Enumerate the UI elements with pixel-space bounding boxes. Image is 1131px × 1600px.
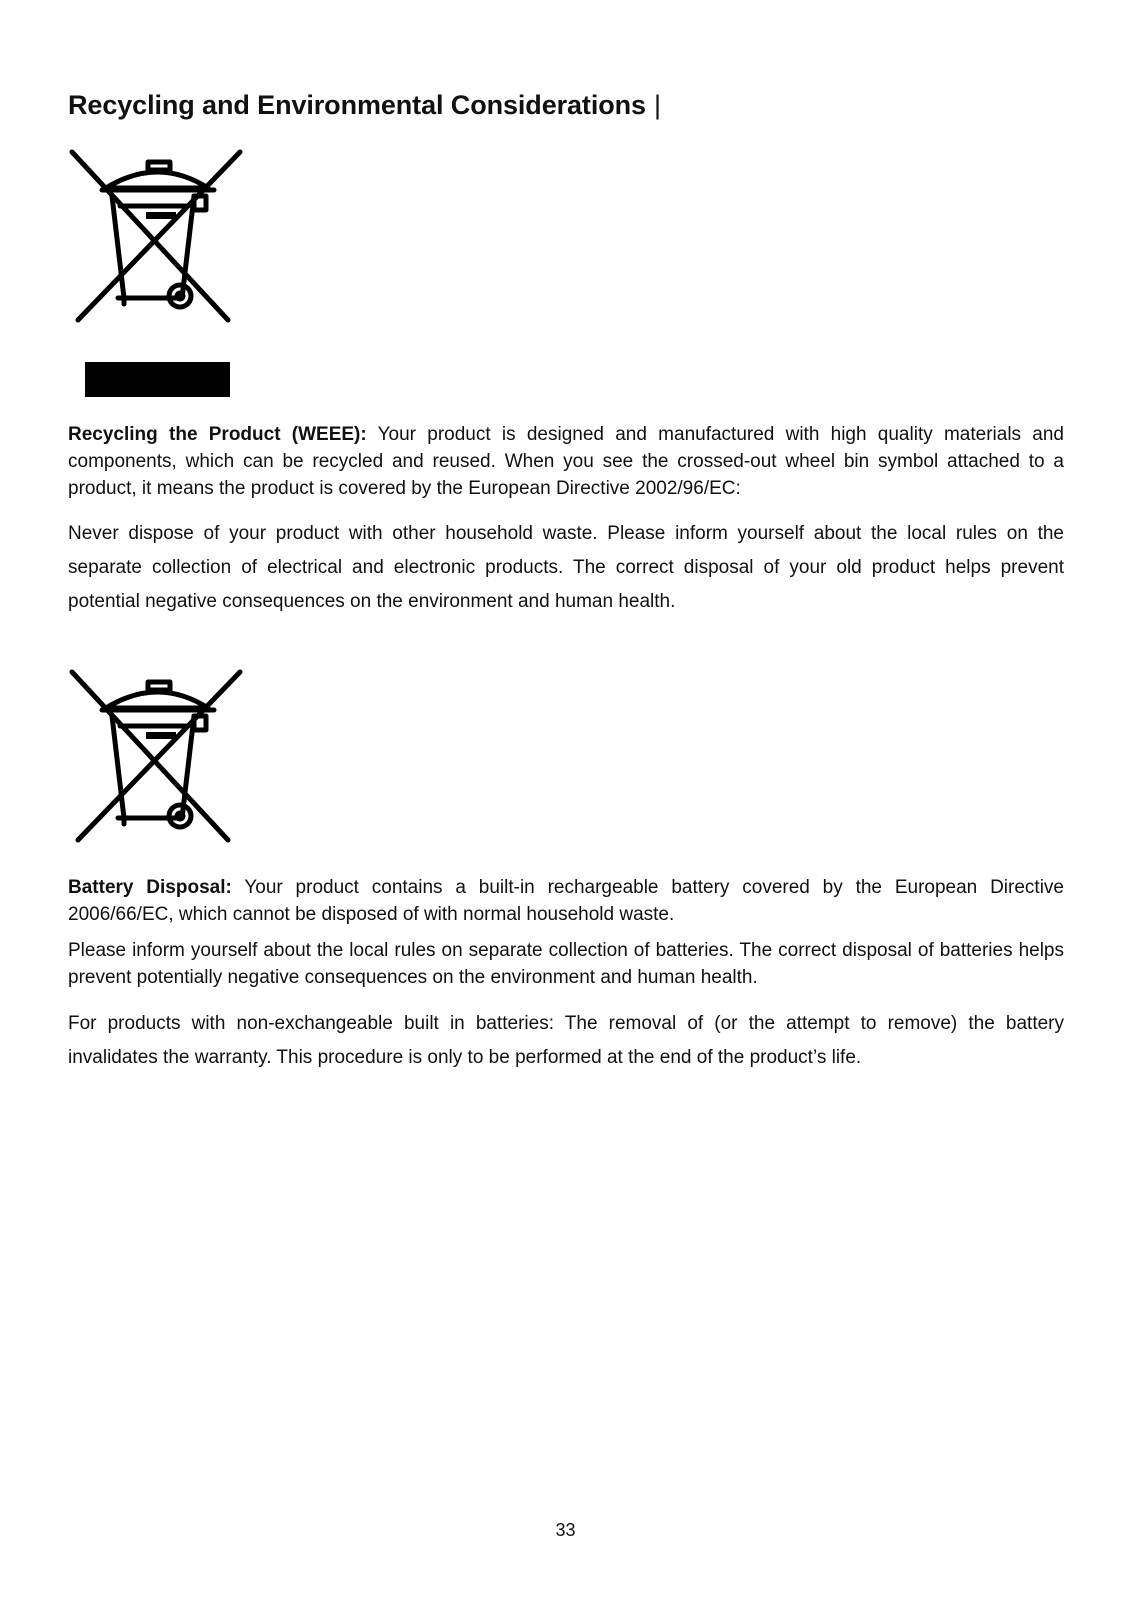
weee-bin-icon <box>68 148 248 328</box>
battery-bin-icon <box>68 668 248 848</box>
never-dispose-paragraph: Never dispose of your product with other household waste. Please inform yourself about the local rules on the separate collection of electrical and electronic products. The correct disposal of your old product helps prevent potential negative consequences on the environment and human health. <box>68 523 1064 612</box>
non-exchangeable-paragraph: For products with non-exchangeable built in batteries: The removal of (or the attempt to remove) the battery invalidates the warranty. This procedure is only to be performed at the end of the product’s life. <box>68 1013 1064 1068</box>
weee-text: Your product is designed and manufactured with high quality materials and components, which can be recycled and reused. When you see the crossed-out wheel bin symbol attached to a product, it means the product is covered by the European Directive 2002/96/EC: <box>68 424 1064 499</box>
weee-paragraph <box>68 421 1064 502</box>
battery-text: Your product contains a built-in rechargeable battery covered by the European Directive 2006/66/EC, which cannot be disposed of with normal household waste. <box>68 877 1064 925</box>
battery-heading: Battery Disposal: <box>68 877 232 898</box>
inform-paragraph: Please inform yourself about the local rules on separate collection of batteries. The correct disposal of batteries helps prevent potentially negative consequences on the environment and human health. <box>68 940 1064 988</box>
page-title <box>68 90 661 121</box>
page-title-text: Recycling and Environmental Considerations <box>68 90 646 120</box>
title-separator: | <box>653 90 661 120</box>
weee-black-bar <box>85 362 230 397</box>
page-number: 33 <box>555 1520 576 1540</box>
weee-heading: Recycling the Product (WEEE): <box>68 424 367 445</box>
battery-paragraph <box>68 874 1064 928</box>
